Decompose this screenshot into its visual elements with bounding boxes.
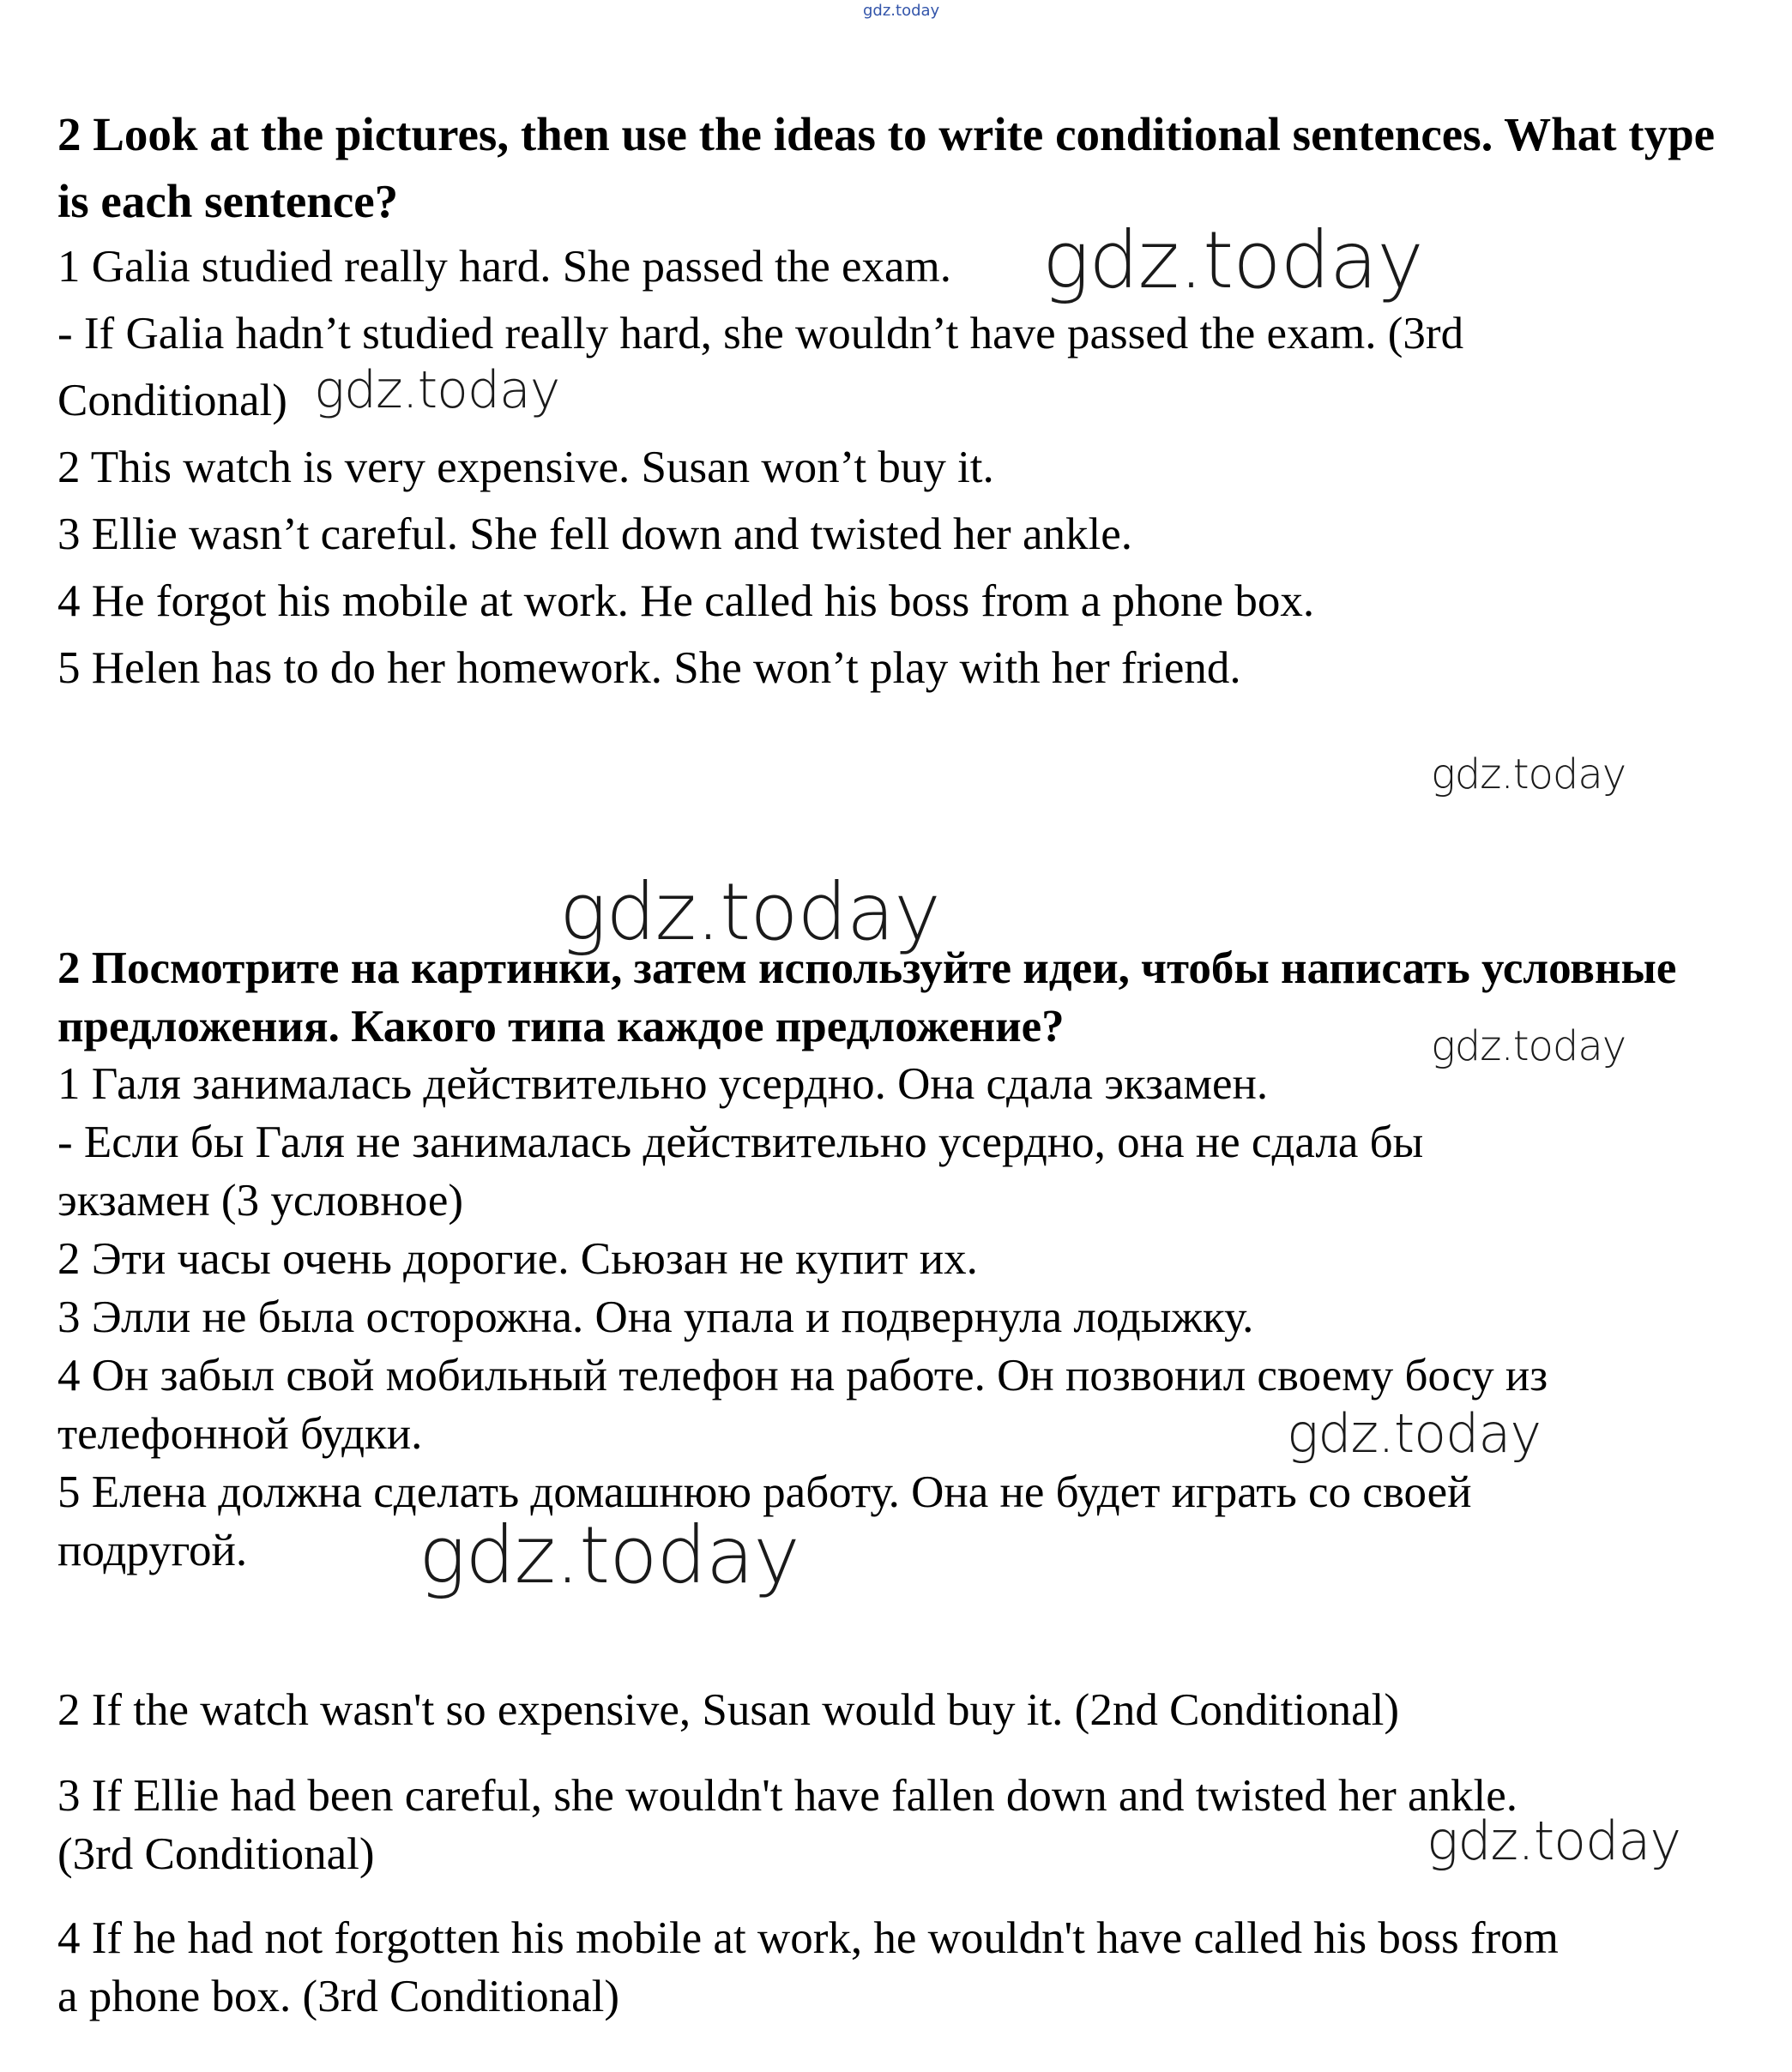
english-line: 1 Galia studied really hard. She passed the exam. xyxy=(57,242,952,292)
english-exercise-title: 2 Look at the pictures, then use the ideas to write conditional sentences. What type is each sentence? xyxy=(57,108,1716,227)
english-line: 2 This watch is very expensive. Susan won’t buy it. xyxy=(57,443,994,492)
english-line: 3 Ellie wasn’t careful. She fell down and twisted her ankle. xyxy=(57,509,1132,559)
answer-line: a phone box. (3rd Conditional) xyxy=(57,1972,620,2021)
english-exercise-lines xyxy=(57,233,1739,702)
answer-line: 4 If he had not forgotten his mobile at work, he wouldn't have called his boss from xyxy=(57,1913,1559,1963)
russian-line: 3 Элли не была осторожна. Она упала и подвернула лодыжку. xyxy=(57,1292,1254,1342)
english-line: Conditional) xyxy=(57,376,287,425)
watermark: gdz.today xyxy=(559,866,940,958)
top-watermark: gdz.today xyxy=(863,2,940,20)
russian-line: экзамен (3 условное) xyxy=(57,1176,464,1226)
russian-line: телефонной будки. xyxy=(57,1409,423,1459)
answer-4 xyxy=(57,1909,1739,2026)
watermark: gdz.today xyxy=(1431,750,1626,798)
russian-line: 1 Галя занималась действительно усердно. Она сдала экзамен. xyxy=(57,1059,1269,1109)
watermark: gdz.today xyxy=(1287,1402,1542,1465)
english-line: 5 Helen has to do her homework. She won’t play with her friend. xyxy=(57,643,1241,693)
english-line: 4 He forgot his mobile at work. He called his boss from a phone box. xyxy=(57,576,1315,626)
watermark: gdz.today xyxy=(1042,214,1423,306)
russian-line: 2 Эти часы очень дорогие. Сьюзан не купит их. xyxy=(57,1234,978,1284)
english-line: - If Galia hadn’t studied really hard, she wouldn’t have passed the exam. (3rd xyxy=(57,309,1464,358)
answer-line: 3 If Ellie had been careful, she wouldn't have fallen down and twisted her ankle. xyxy=(57,1771,1518,1821)
answer-2 xyxy=(57,1681,1739,1739)
answer-line: (3rd Conditional) xyxy=(57,1829,375,1879)
watermark: gdz.today xyxy=(419,1509,799,1601)
russian-line: подругой. xyxy=(57,1526,248,1575)
russian-exercise-title: 2 Посмотрите на картинки, затем используйте идеи, чтобы написать условные предложения. Какого типа каждое предложение? xyxy=(57,943,1677,1051)
answer-line: 2 If the watch wasn't so expensive, Susan would buy it. (2nd Conditional) xyxy=(57,1685,1399,1735)
watermark: gdz.today xyxy=(1431,1022,1626,1070)
russian-line: - Если бы Галя не занималась действительно усердно, она не сдала бы xyxy=(57,1117,1424,1167)
russian-line: 4 Он забыл свой мобильный телефон на работе. Он позвонил своему босу из xyxy=(57,1351,1548,1400)
russian-line: 5 Елена должна сделать домашнюю работу. Она не будет играть со своей xyxy=(57,1467,1472,1517)
russian-exercise-lines xyxy=(57,1055,1739,1580)
watermark: gdz.today xyxy=(1427,1810,1681,1872)
watermark: gdz.today xyxy=(314,360,560,420)
